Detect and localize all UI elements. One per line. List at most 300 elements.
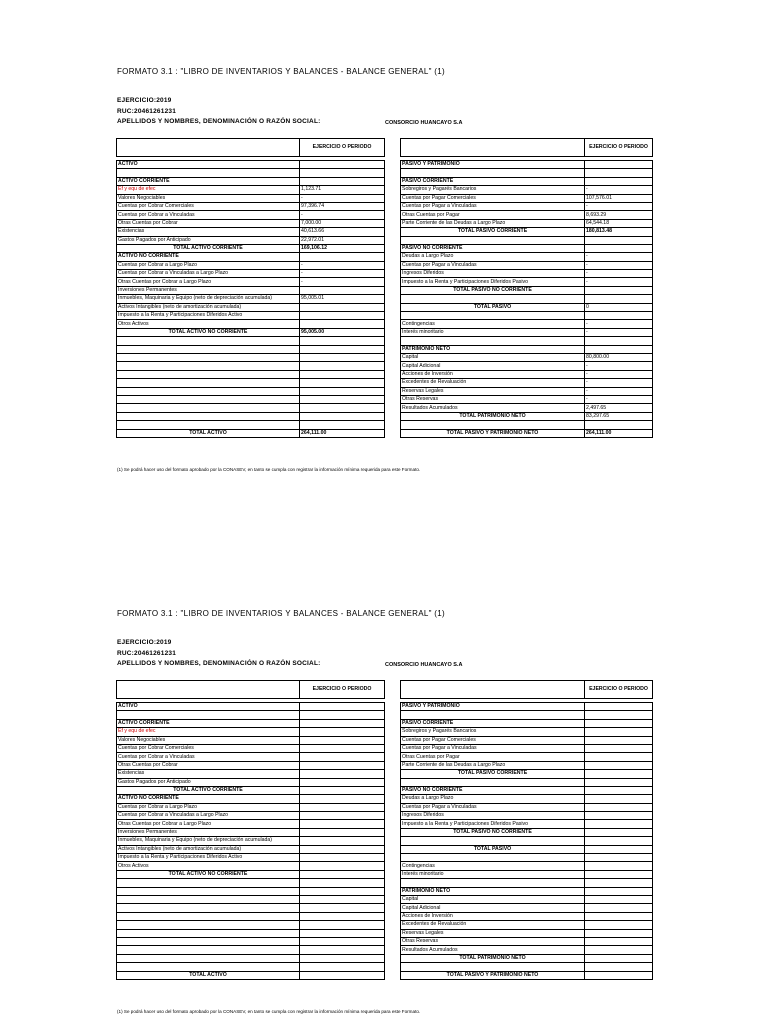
label-cell: TOTAL PASIVO NO CORRIENTE xyxy=(401,828,585,836)
label-cell: Otras Cuentas por Pagar xyxy=(401,211,585,219)
label-cell: Capital xyxy=(401,353,585,361)
value-cell xyxy=(300,353,385,361)
value-cell xyxy=(300,862,385,870)
assets-table xyxy=(116,680,385,980)
label-cell: Cuentas por Cobrar a Largo Plazo xyxy=(117,803,300,811)
table-row xyxy=(401,912,653,920)
value-cell xyxy=(585,879,653,887)
label-cell: Ef y equ de efec xyxy=(117,728,300,736)
table-row xyxy=(117,703,385,711)
table-row xyxy=(117,887,385,895)
table-row xyxy=(117,946,385,954)
table-row xyxy=(117,971,385,979)
value-cell xyxy=(585,169,653,177)
label-cell xyxy=(117,139,300,157)
label-cell: TOTAL ACTIVO CORRIENTE xyxy=(117,786,300,794)
label-cell xyxy=(117,879,300,887)
liabilities-table xyxy=(400,680,653,980)
value-cell xyxy=(300,895,385,903)
label-cell xyxy=(117,904,300,912)
value-cell xyxy=(300,161,385,169)
table-row xyxy=(117,278,385,286)
value-cell xyxy=(585,761,653,769)
label-cell: Impuesto a la Renta y Participaciones Diferidos Activo xyxy=(117,312,300,320)
table-row xyxy=(401,736,653,744)
table-row xyxy=(401,345,653,353)
footnote: (1) Se podrá hacer uso del formato aprobado por la CONASEV, en tanto se cumpla con registrar la información mínima requerida para este Formato. xyxy=(117,467,421,472)
label-cell: Valores Negociables xyxy=(117,736,300,744)
table-row xyxy=(401,337,653,345)
table-row xyxy=(117,211,385,219)
period-header: EJERCICIO O PERIODO xyxy=(585,139,653,157)
label-cell: Cuentas por Cobrar a Vinculadas xyxy=(117,753,300,761)
table-row xyxy=(401,244,653,252)
value-cell xyxy=(585,728,653,736)
label-cell: Ef y equ de efec xyxy=(117,186,300,194)
table-row xyxy=(401,370,653,378)
value-cell xyxy=(585,946,653,954)
ejercicio-label: EJERCICIO:2019 xyxy=(117,97,172,104)
table-row xyxy=(401,429,653,437)
period-header: EJERCICIO O PERIODO xyxy=(585,681,653,699)
value-cell xyxy=(585,837,653,845)
label-cell xyxy=(117,387,300,395)
value-cell: - xyxy=(300,211,385,219)
ruc-label: RUC:20461261231 xyxy=(117,650,177,657)
value-cell xyxy=(300,362,385,370)
table-row xyxy=(401,404,653,412)
label-cell: Otros Activos xyxy=(117,862,300,870)
table-row xyxy=(117,921,385,929)
label-cell: Acciones de Inversión xyxy=(401,370,585,378)
label-cell: Otras Cuentas por Cobrar xyxy=(117,219,300,227)
value-cell: - xyxy=(585,370,653,378)
value-cell: 264,111.00 xyxy=(300,429,385,437)
label-cell xyxy=(117,169,300,177)
value-cell xyxy=(300,177,385,185)
label-cell xyxy=(117,412,300,420)
label-cell xyxy=(117,946,300,954)
value-cell: - xyxy=(300,194,385,202)
label-cell: PASIVO Y PATRIMONIO xyxy=(401,703,585,711)
value-cell xyxy=(300,912,385,920)
label-cell: TOTAL PASIVO CORRIENTE xyxy=(401,228,585,236)
label-cell: Deudas a Largo Plazo xyxy=(401,795,585,803)
company-name: CONSORCIO HUANCAYO S.A xyxy=(385,662,463,668)
value-cell xyxy=(585,161,653,169)
value-cell xyxy=(300,887,385,895)
label-cell: PASIVO NO CORRIENTE xyxy=(401,786,585,794)
table-row xyxy=(117,219,385,227)
table-row xyxy=(401,870,653,878)
value-cell: - xyxy=(585,186,653,194)
table-row xyxy=(401,211,653,219)
label-cell: Contingencias xyxy=(401,862,585,870)
label-cell: TOTAL PATRIMONIO NETO xyxy=(401,412,585,420)
value-cell xyxy=(585,778,653,786)
value-cell xyxy=(300,421,385,429)
label-cell xyxy=(401,337,585,345)
value-cell xyxy=(300,719,385,727)
table-row xyxy=(401,753,653,761)
label-cell: Cuentas por Pagar a Vinculadas xyxy=(401,744,585,752)
value-cell xyxy=(585,803,653,811)
table-row xyxy=(117,236,385,244)
label-cell: Capital Adicional xyxy=(401,362,585,370)
value-cell xyxy=(300,828,385,836)
label-cell xyxy=(117,937,300,945)
label-cell: Cuentas por Cobrar a Vinculadas xyxy=(117,211,300,219)
table-row xyxy=(117,854,385,862)
label-cell xyxy=(117,362,300,370)
table-row xyxy=(401,770,653,778)
value-cell xyxy=(300,770,385,778)
label-cell: TOTAL PATRIMONIO NETO xyxy=(401,954,585,962)
company-name: CONSORCIO HUANCAYO S.A xyxy=(385,120,463,126)
value-cell xyxy=(585,904,653,912)
value-cell xyxy=(585,703,653,711)
value-cell xyxy=(300,904,385,912)
table-row xyxy=(117,169,385,177)
value-cell: 95,005.00 xyxy=(300,328,385,336)
table-row xyxy=(401,879,653,887)
table-row xyxy=(401,270,653,278)
table-row xyxy=(117,803,385,811)
label-cell xyxy=(117,681,300,699)
table-row xyxy=(401,963,653,971)
label-cell xyxy=(117,370,300,378)
value-cell xyxy=(300,786,385,794)
value-cell xyxy=(585,236,653,244)
value-cell: - xyxy=(585,261,653,269)
value-cell xyxy=(300,320,385,328)
label-cell: Parte Corriente de las Deudas a Largo Plazo xyxy=(401,761,585,769)
value-cell xyxy=(585,786,653,794)
label-cell xyxy=(401,421,585,429)
table-row xyxy=(117,303,385,311)
value-cell: 83,297.65 xyxy=(585,412,653,420)
table-row xyxy=(401,395,653,403)
label-cell: Reservas Legales xyxy=(401,929,585,937)
value-cell xyxy=(585,828,653,836)
value-cell xyxy=(300,303,385,311)
label-cell: Cuentas por Cobrar Comerciales xyxy=(117,202,300,210)
table-row xyxy=(401,786,653,794)
label-cell: Inversiones Permanentes xyxy=(117,286,300,294)
value-cell xyxy=(585,795,653,803)
label-cell: Inmuebles, Maquinaria y Equipo (neto de depreciación acumulada) xyxy=(117,295,300,303)
label-cell xyxy=(401,778,585,786)
table-row xyxy=(401,820,653,828)
table-row xyxy=(117,139,385,157)
table-row xyxy=(117,954,385,962)
table-row xyxy=(401,312,653,320)
label-cell: Reservas Legales xyxy=(401,387,585,395)
table-row xyxy=(401,139,653,157)
label-cell: Gastos Pagados por Anticipado xyxy=(117,778,300,786)
table-row xyxy=(401,971,653,979)
value-cell xyxy=(300,337,385,345)
table-row xyxy=(401,854,653,862)
value-cell xyxy=(300,929,385,937)
value-cell xyxy=(300,412,385,420)
value-cell xyxy=(585,887,653,895)
label-cell: Inversiones Permanentes xyxy=(117,828,300,836)
label-cell: Otras Reservas xyxy=(401,395,585,403)
table-row xyxy=(401,169,653,177)
table-row xyxy=(401,719,653,727)
label-cell: TOTAL ACTIVO NO CORRIENTE xyxy=(117,328,300,336)
label-cell: Capital xyxy=(401,895,585,903)
label-cell: ACTIVO xyxy=(117,703,300,711)
table-row xyxy=(401,711,653,719)
value-cell: 0 xyxy=(585,303,653,311)
label-cell: Sobregiros y Pagarés Bancarios xyxy=(401,728,585,736)
label-cell: Cuentas por Cobrar a Largo Plazo xyxy=(117,261,300,269)
label-cell xyxy=(401,681,585,699)
value-cell xyxy=(585,870,653,878)
value-cell xyxy=(585,421,653,429)
label-cell: Parte Corriente de las Deudas a Largo Plazo xyxy=(401,219,585,227)
table-row xyxy=(117,845,385,853)
label-cell xyxy=(117,379,300,387)
label-cell xyxy=(401,854,585,862)
table-row xyxy=(401,921,653,929)
value-cell xyxy=(585,929,653,937)
value-cell xyxy=(300,803,385,811)
table-row xyxy=(117,812,385,820)
table-row xyxy=(117,387,385,395)
table-row xyxy=(117,744,385,752)
table-row xyxy=(117,761,385,769)
value-cell xyxy=(300,812,385,820)
table-row xyxy=(401,778,653,786)
value-cell xyxy=(585,711,653,719)
table-row xyxy=(117,286,385,294)
label-cell xyxy=(117,963,300,971)
value-cell: 80,800.00 xyxy=(585,353,653,361)
value-cell xyxy=(585,177,653,185)
table-row xyxy=(401,837,653,845)
value-cell xyxy=(585,954,653,962)
liabilities-table xyxy=(400,138,653,438)
value-cell: - xyxy=(585,362,653,370)
value-cell xyxy=(300,963,385,971)
table-row xyxy=(401,887,653,895)
label-cell xyxy=(401,837,585,845)
label-cell xyxy=(401,879,585,887)
table-row xyxy=(117,177,385,185)
value-cell xyxy=(300,879,385,887)
label-cell: Interés minoritario xyxy=(401,328,585,336)
ruc-label: RUC:20461261231 xyxy=(117,108,177,115)
footnote: (1) Se podrá hacer uso del formato aprobado por la CONASEV, en tanto se cumpla con registrar la información mínima requerida para este Formato. xyxy=(117,1009,421,1014)
label-cell xyxy=(401,236,585,244)
label-cell xyxy=(117,954,300,962)
label-cell xyxy=(117,711,300,719)
label-cell: ACTIVO CORRIENTE xyxy=(117,719,300,727)
table-row xyxy=(117,912,385,920)
label-cell xyxy=(117,887,300,895)
table-row xyxy=(117,963,385,971)
table-row xyxy=(117,795,385,803)
label-cell: Existencias xyxy=(117,770,300,778)
table-row xyxy=(401,795,653,803)
value-cell: - xyxy=(300,270,385,278)
value-cell xyxy=(585,971,653,979)
label-cell: ACTIVO CORRIENTE xyxy=(117,177,300,185)
value-cell xyxy=(300,169,385,177)
label-cell: Cuentas por Cobrar a Vinculadas a Largo Plazo xyxy=(117,270,300,278)
value-cell xyxy=(300,345,385,353)
value-cell xyxy=(585,921,653,929)
table-row xyxy=(117,379,385,387)
label-cell xyxy=(117,337,300,345)
table-row xyxy=(117,837,385,845)
label-cell xyxy=(117,929,300,937)
value-cell xyxy=(585,820,653,828)
label-cell xyxy=(117,421,300,429)
table-row xyxy=(401,228,653,236)
table-row xyxy=(117,161,385,169)
table-row xyxy=(117,786,385,794)
table-row xyxy=(401,421,653,429)
label-cell xyxy=(401,711,585,719)
table-row xyxy=(401,379,653,387)
table-row xyxy=(117,328,385,336)
table-row xyxy=(117,244,385,252)
value-cell xyxy=(585,295,653,303)
value-cell xyxy=(300,312,385,320)
table-row xyxy=(117,186,385,194)
value-cell xyxy=(300,837,385,845)
label-cell: Acciones de Inversión xyxy=(401,912,585,920)
value-cell xyxy=(300,954,385,962)
value-cell xyxy=(300,387,385,395)
value-cell xyxy=(585,312,653,320)
table-row xyxy=(117,370,385,378)
table-row xyxy=(401,278,653,286)
table-row xyxy=(117,879,385,887)
label-cell: Sobregiros y Pagarés Bancarios xyxy=(401,186,585,194)
label-cell: PATRIMONIO NETO xyxy=(401,345,585,353)
value-cell xyxy=(585,770,653,778)
value-cell xyxy=(300,736,385,744)
label-cell: TOTAL ACTIVO CORRIENTE xyxy=(117,244,300,252)
table-row xyxy=(401,261,653,269)
table-row xyxy=(117,870,385,878)
table-row xyxy=(117,937,385,945)
value-cell: - xyxy=(585,320,653,328)
label-cell: Resultados Acumulados xyxy=(401,404,585,412)
table-row xyxy=(117,345,385,353)
table-row xyxy=(117,728,385,736)
value-cell xyxy=(300,761,385,769)
table-row xyxy=(117,778,385,786)
table-row xyxy=(117,253,385,261)
value-cell xyxy=(300,946,385,954)
value-cell xyxy=(300,870,385,878)
value-cell: 64,544.18 xyxy=(585,219,653,227)
value-cell: - xyxy=(300,278,385,286)
table-row xyxy=(401,362,653,370)
label-cell: Cuentas por Pagar a Vinculadas xyxy=(401,202,585,210)
table-row xyxy=(117,929,385,937)
label-cell: PASIVO CORRIENTE xyxy=(401,719,585,727)
label-cell: Existencias xyxy=(117,228,300,236)
table-row xyxy=(401,320,653,328)
label-cell xyxy=(117,912,300,920)
label-cell: Excedentes de Revaluación xyxy=(401,921,585,929)
table-row xyxy=(117,421,385,429)
razon-social-label: APELLIDOS Y NOMBRES, DENOMINACIÓN O RAZÓN SOCIAL: xyxy=(117,118,321,125)
label-cell: PASIVO Y PATRIMONIO xyxy=(401,161,585,169)
table-row xyxy=(401,744,653,752)
table-row xyxy=(117,719,385,727)
table-row xyxy=(117,362,385,370)
table-row xyxy=(117,404,385,412)
value-cell: - xyxy=(585,278,653,286)
value-cell xyxy=(585,744,653,752)
table-row xyxy=(117,753,385,761)
label-cell: Impuesto a la Renta y Participaciones Diferidos Pasivo xyxy=(401,278,585,286)
value-cell: 22,972.01 xyxy=(300,236,385,244)
table-row xyxy=(401,937,653,945)
label-cell: Interés minoritario xyxy=(401,870,585,878)
value-cell xyxy=(300,971,385,979)
table-row xyxy=(117,681,385,699)
value-cell xyxy=(585,912,653,920)
label-cell: TOTAL ACTIVO xyxy=(117,429,300,437)
value-cell: - xyxy=(585,202,653,210)
label-cell xyxy=(117,395,300,403)
value-cell xyxy=(300,370,385,378)
table-row xyxy=(401,703,653,711)
value-cell: 7,000.00 xyxy=(300,219,385,227)
label-cell xyxy=(401,139,585,157)
value-cell xyxy=(585,895,653,903)
label-cell: Excedentes de Revaluación xyxy=(401,379,585,387)
label-cell: Valores Negociables xyxy=(117,194,300,202)
label-cell: TOTAL PASIVO Y PATRIMONIO NETO xyxy=(401,971,585,979)
value-cell xyxy=(585,345,653,353)
label-cell: TOTAL PASIVO CORRIENTE xyxy=(401,770,585,778)
table-row xyxy=(117,337,385,345)
value-cell xyxy=(585,963,653,971)
table-row xyxy=(401,161,653,169)
label-cell: Cuentas por Cobrar Comerciales xyxy=(117,744,300,752)
label-cell: Otras Reservas xyxy=(401,937,585,945)
table-row xyxy=(401,202,653,210)
value-cell xyxy=(585,812,653,820)
table-row xyxy=(117,295,385,303)
label-cell: TOTAL PASIVO xyxy=(401,845,585,853)
label-cell: TOTAL ACTIVO xyxy=(117,971,300,979)
label-cell: Otros Activos xyxy=(117,320,300,328)
label-cell xyxy=(117,345,300,353)
table-row xyxy=(117,312,385,320)
value-cell: - xyxy=(300,261,385,269)
table-row xyxy=(117,828,385,836)
table-row xyxy=(401,177,653,185)
value-cell: 2,497.65 xyxy=(585,404,653,412)
label-cell: PASIVO NO CORRIENTE xyxy=(401,244,585,252)
label-cell: ACTIVO xyxy=(117,161,300,169)
value-cell xyxy=(300,711,385,719)
table-row xyxy=(401,895,653,903)
label-cell: ACTIVO NO CORRIENTE xyxy=(117,253,300,261)
table-row xyxy=(401,862,653,870)
